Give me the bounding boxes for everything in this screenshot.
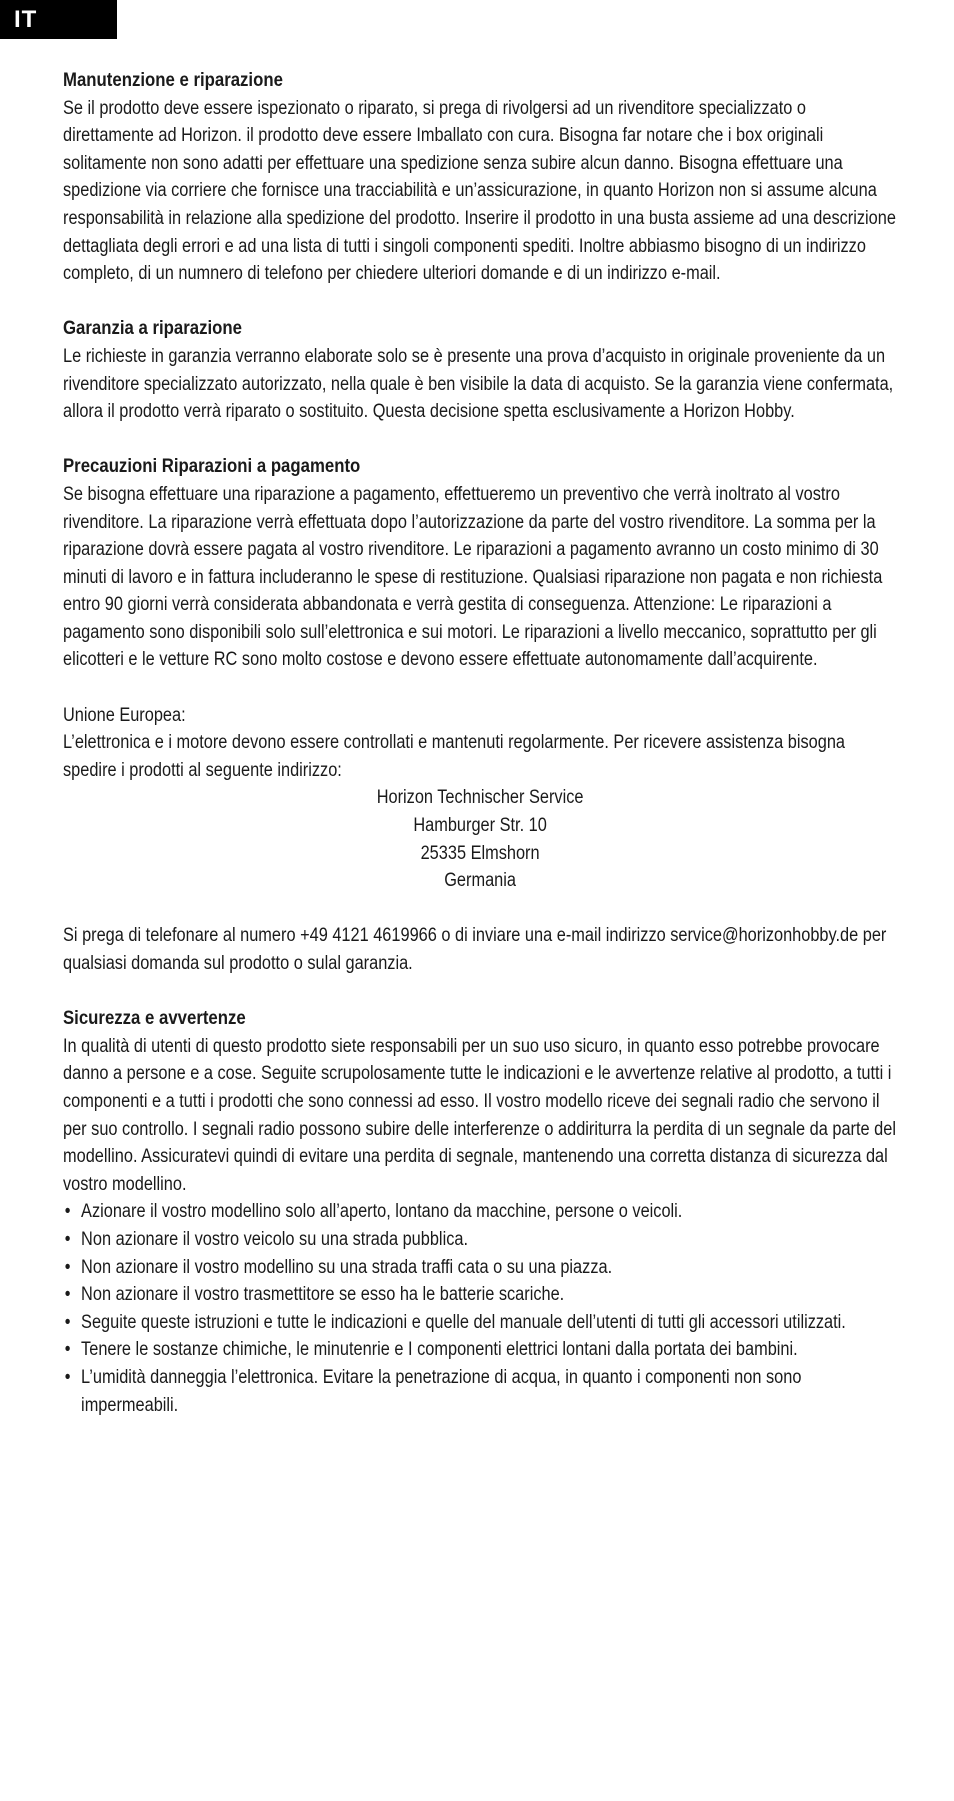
bullet-icon: • bbox=[64, 1256, 71, 1278]
bullet-icon: • bbox=[64, 1311, 71, 1333]
list-item-text: Non azionare il vostro trasmettitore se esso ha le batterie scariche. bbox=[81, 1284, 565, 1306]
list-item bbox=[63, 1309, 897, 1337]
list-item-text: Non azionare il vostro veicolo su una strada pubblica. bbox=[81, 1228, 469, 1250]
address-line: Germania bbox=[444, 870, 516, 892]
list-item-text: Azionare il vostro modellino solo all’aperto, lontano da macchine, persone o veicoli. bbox=[81, 1201, 683, 1223]
list-item-text: Tenere le sostanze chimiche, le minutenrie e I componenti elettrici lontani dalla portata dei bambini. bbox=[81, 1339, 798, 1361]
text-column bbox=[63, 67, 897, 1419]
bullet-icon: • bbox=[64, 1366, 71, 1388]
address-line: Horizon Technischer Service bbox=[376, 787, 584, 809]
section-garanzia bbox=[63, 315, 897, 425]
region-label: Unione Europea: bbox=[63, 704, 186, 726]
list-item-text: Seguite queste istruzioni e tutte le indicazioni e quelle del manuale dell’utenti di tutti gli accessori utilizzati. bbox=[81, 1311, 846, 1333]
list-item bbox=[63, 1336, 897, 1364]
section-heading: Sicurezza e avvertenze bbox=[63, 1007, 246, 1030]
service-address bbox=[63, 784, 897, 894]
language-tab: IT bbox=[0, 0, 117, 39]
bullet-icon: • bbox=[64, 1339, 71, 1361]
list-item-text: Non azionare il vostro modellino su una strada traffi cata o su una piazza. bbox=[81, 1256, 613, 1278]
section-unione-europea bbox=[63, 702, 897, 978]
contact-paragraph: Si prega di telefonare al numero +49 4121 4619966 o di inviare una e-mail indirizzo service@horizonhobby.de per qualsiasi domanda sul prodotto o sulal garanzia. bbox=[63, 925, 887, 974]
address-line: Hamburger Str. 10 bbox=[413, 815, 547, 837]
bullet-icon: • bbox=[64, 1228, 71, 1250]
document-body bbox=[63, 67, 897, 1419]
list-item-text: L’umidità danneggia l’elettronica. Evitare la penetrazione di acqua, in quanto i componenti non sono impermeabili. bbox=[81, 1366, 802, 1416]
list-item bbox=[63, 1198, 897, 1226]
list-item bbox=[63, 1226, 897, 1254]
section-paragraph: Le richieste in garanzia verranno elaborate solo se è presente una prova d’acquisto in originale proveniente da un rivenditore specializzato autorizzato, nella quale è ben visibile la data di acquisto. Se la garanzia viene confermata, allora il prodotto verrà riparato o sostituito. Questa decisione spetta esclusivamente a Horizon Hobby. bbox=[63, 345, 894, 423]
address-line: 25335 Elmshorn bbox=[420, 842, 540, 864]
section-sicurezza bbox=[63, 1005, 897, 1419]
safety-list bbox=[63, 1198, 897, 1419]
list-item bbox=[63, 1254, 897, 1282]
list-item bbox=[63, 1281, 897, 1309]
section-paragraph: Se bisogna effettuare una riparazione a pagamento, effettueremo un preventivo che verrà inoltrato al vostro rivenditore. La riparazione verrà effettuata dopo l’autorizzazione da parte del vostro rivenditore. La somma per la riparazione dovrà essere pagata al vostro rivenditore. Le riparazioni a pagamento avranno un costo minimo di 30 minuti di lavoro e in fattura includeranno le spese di restituzione. Qualsiasi riparazione non pagata e non richiesta entro 90 giorni verrà considerata abbandonata e verrà gestita di conseguenza. Attenzione: Le riparazioni a pagamento sono disponibili solo sull’elettronica e sui motori. Le riparazioni a livello meccanico, soprattutto per gli elicotteri e le vetture RC sono molto costose e devono essere effettuate autonomamente dall’acquirente. bbox=[63, 483, 883, 671]
section-precauzioni bbox=[63, 453, 897, 674]
section-paragraph: In qualità di utenti di questo prodotto siete responsabili per un suo uso sicuro, in quanto esso potrebbe provocare danno a persone e a cose. Seguite scrupolosamente tutte le indicazioni e le avvertenze relative al prodotto, a tutti i componenti e a tutti i prodotti che sono connessi ad esso. Il vostro modello riceve dei segnali radio che servono il per suo controllo. I segnali radio possono subire delle interferenze o addiriturra la perdita di un segnale da parte del modellino. Assicuratevi quindi di evitare una perdita di segnale, mantenendo una corretta distanza di sicurezza dal vostro modellino. bbox=[63, 1035, 896, 1195]
section-heading: Garanzia a riparazione bbox=[63, 317, 242, 340]
section-manutenzione bbox=[63, 67, 897, 288]
section-heading: Precauzioni Riparazioni a pagamento bbox=[63, 455, 361, 478]
bullet-icon: • bbox=[64, 1284, 71, 1306]
section-paragraph: Se il prodotto deve essere ispezionato o riparato, si prega di rivolgersi ad un rivenditore specializzato o direttamente ad Horizon. il prodotto deve essere Imballato con cura. Bisogna far notare che i box originali solitamente non sono adatti per effettuare una spedizione senza subire alcun danno. Bisogna effettuare una spedizione via corriere che fornisce una tracciabilità e un’assicurazione, in quanto Horizon non si assume alcuna responsabilità in relazione alla spedizione del prodotto. Inserire il prodotto in una busta assieme ad una descrizione dettagliata degli errori e ad una lista di tutti i singoli componenti spediti. Inoltre abbiasmo bisogno di un indirizzo completo, di un numnero di telefono per chiedere ulteriori domande e di un indirizzo e-mail. bbox=[63, 97, 896, 285]
list-item bbox=[63, 1364, 897, 1419]
section-paragraph: L’elettronica e i motore devono essere controllati e mantenuti regolarmente. Per ricevere assistenza bisogna spedire i prodotti al seguente indirizzo: bbox=[63, 732, 846, 781]
section-heading: Manutenzione e riparazione bbox=[63, 69, 283, 91]
bullet-icon: • bbox=[64, 1201, 71, 1223]
